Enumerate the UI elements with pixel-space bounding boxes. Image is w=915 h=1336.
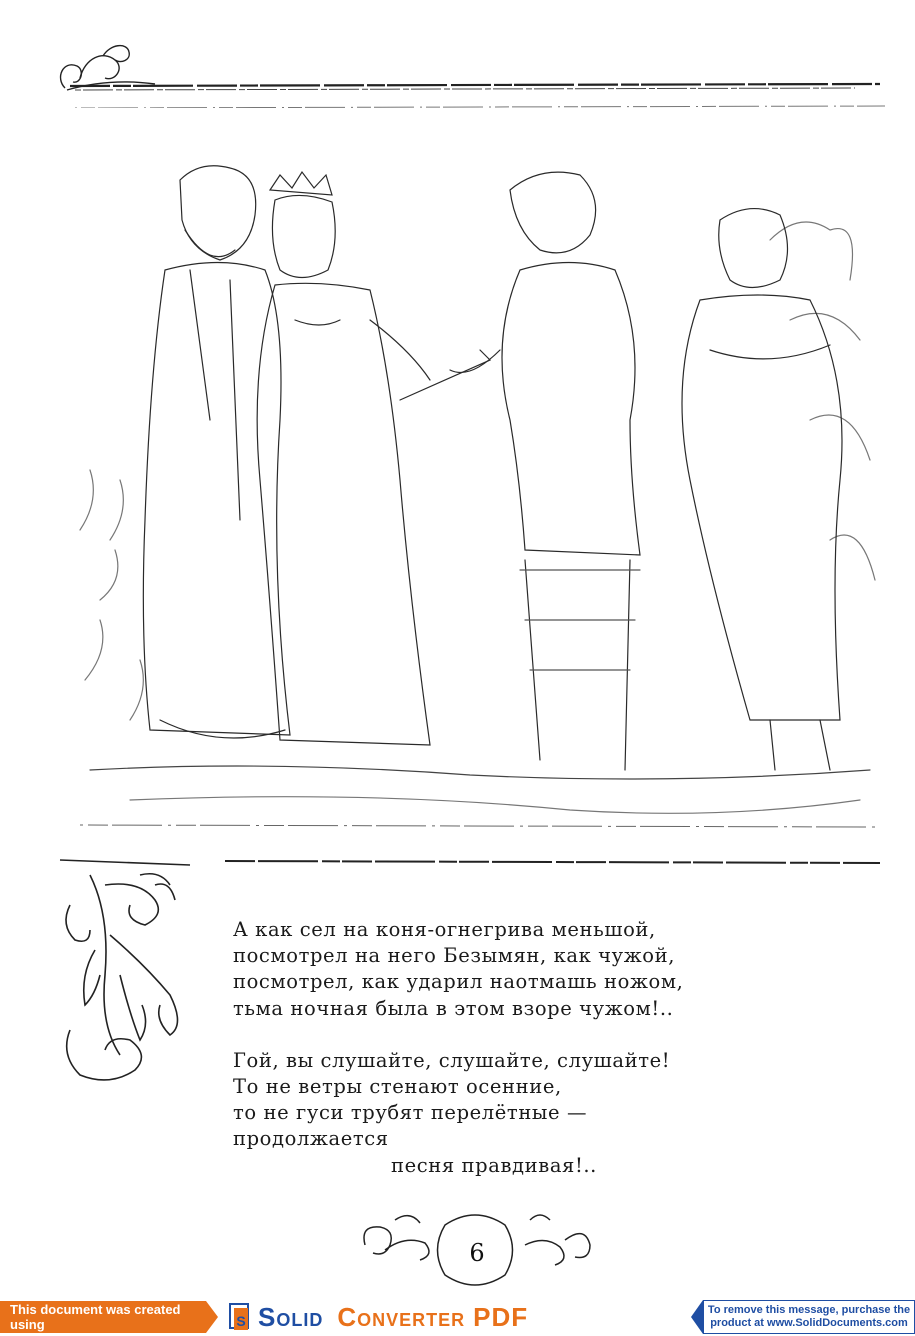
- brand-name: [258, 1302, 528, 1333]
- poem-line-2: посмотрел на него Безымян, как чужой,: [233, 944, 676, 968]
- poem-line-3: посмотрел, как ударил наотмашь ножом,: [233, 970, 684, 994]
- poem-text: [233, 917, 773, 1179]
- illustration: [70, 120, 885, 825]
- figure-youth: [450, 172, 640, 770]
- poem-line-8: продолжается: [233, 1127, 389, 1151]
- svg-text:S: S: [236, 1313, 246, 1329]
- brand-solid: Solid: [258, 1301, 324, 1332]
- banner-created-using: This document was created using: [0, 1301, 206, 1333]
- figure-queen: [257, 172, 490, 745]
- decorative-initial-ornament: [50, 855, 200, 1090]
- purchase-message-link[interactable]: [703, 1300, 915, 1334]
- poem-line-4: тьма ночная была в этом взоре чужом!..: [233, 996, 674, 1020]
- figure-villager: [682, 209, 842, 770]
- purchase-line-1: To remove this message, purchase the: [707, 1304, 911, 1316]
- figure-elder: [143, 166, 290, 738]
- purchase-line-2: product at www.SolidDocuments.com: [710, 1317, 908, 1329]
- poem-line-5: Гой, вы слушайте, слушайте, слушайте!: [233, 1048, 671, 1072]
- poem-line-9: песня правдивая!..: [391, 1153, 597, 1177]
- watermark-banner[interactable]: [0, 1298, 915, 1336]
- poem-line-7: то не гуси трубят перелётные —: [233, 1101, 588, 1125]
- solid-documents-logo-icon: [228, 1302, 252, 1332]
- top-ornament-rule: [55, 38, 885, 108]
- poem-line-1: А как сел на коня-огнегрива меньшой,: [233, 918, 656, 941]
- stanza-gap: [233, 1022, 773, 1048]
- brand-pdf: PDF: [473, 1301, 529, 1332]
- poem-line-6: То не ветры стенают осенние,: [233, 1074, 562, 1098]
- page-number: 6: [469, 1239, 485, 1267]
- brand-converter: Converter: [337, 1301, 466, 1332]
